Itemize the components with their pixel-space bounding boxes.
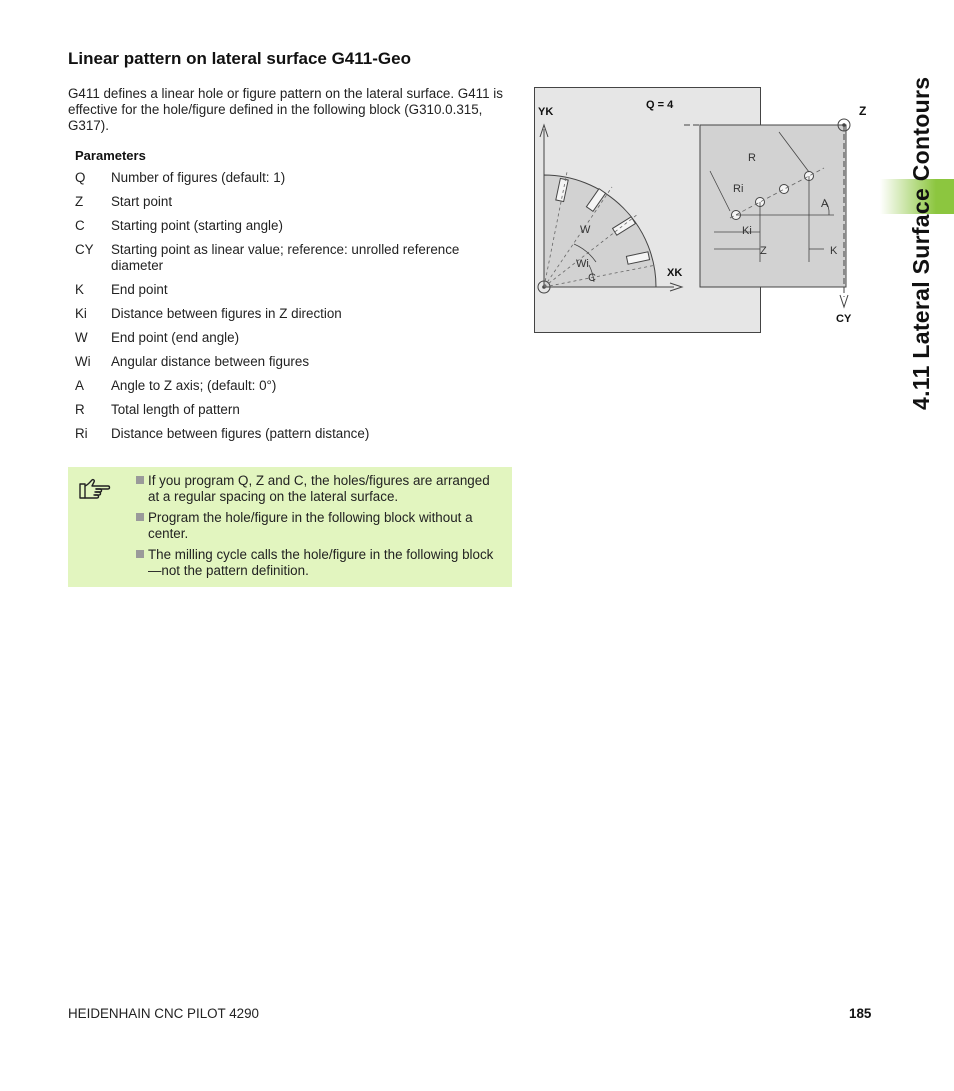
parameter-row xyxy=(75,378,515,394)
parameter-description: End point xyxy=(111,282,168,297)
parameter-row xyxy=(75,402,515,418)
label-ri: Ri xyxy=(733,183,744,195)
label-ki: Ki xyxy=(742,225,752,237)
parameter-key: CY xyxy=(75,242,94,257)
parameter-description: Starting point as linear value; reference: unrolled reference diameter xyxy=(111,242,460,273)
side-title-text: 4.11 Lateral Surface Contours xyxy=(908,76,934,410)
label-r: R xyxy=(748,152,756,164)
footer-product: HEIDENHAIN CNC PILOT 4290 xyxy=(68,1006,259,1021)
parameter-description: Start point xyxy=(111,194,173,209)
parameter-list xyxy=(75,170,515,442)
parameter-row xyxy=(75,354,515,370)
label-xk: XK xyxy=(667,267,683,279)
parameter-row xyxy=(75,306,515,322)
label-z-dim: Z xyxy=(760,245,767,257)
pointing-hand-icon xyxy=(78,476,112,502)
label-z-axis: Z xyxy=(859,104,867,118)
parameter-key: Wi xyxy=(75,354,91,369)
parameter-key: A xyxy=(75,378,84,393)
parameter-description: Angle to Z axis; (default: 0°) xyxy=(111,378,277,393)
label-cy: CY xyxy=(836,313,852,325)
label-w: W xyxy=(580,224,591,236)
label-q: Q = 4 xyxy=(646,99,674,111)
parameter-description: Distance between figures (pattern distance) xyxy=(111,426,370,441)
note-list xyxy=(134,473,504,584)
parameters-title: Parameters xyxy=(75,148,146,163)
label-yk: YK xyxy=(538,106,554,118)
parameter-row xyxy=(75,426,515,442)
parameter-key: Z xyxy=(75,194,84,209)
label-a: A xyxy=(821,198,829,210)
note-item: The milling cycle calls the hole/figure in the following block—not the pattern definition. xyxy=(134,547,504,579)
footer-page-number: 185 xyxy=(849,1006,872,1021)
parameter-description: Total length of pattern xyxy=(111,402,240,417)
parameter-description: End point (end angle) xyxy=(111,330,240,345)
parameter-key: W xyxy=(75,330,88,345)
pattern-diagram xyxy=(534,87,867,333)
section-heading: Linear pattern on lateral surface G411-Geo xyxy=(68,49,411,68)
note-item: If you program Q, Z and C, the holes/figures are arranged at a regular spacing on the lateral surface. xyxy=(134,473,504,505)
parameter-description: Starting point (starting angle) xyxy=(111,218,283,233)
label-c: C xyxy=(588,272,596,284)
parameter-row xyxy=(75,218,515,234)
parameter-row xyxy=(75,194,515,210)
parameter-description: Distance between figures in Z direction xyxy=(111,306,342,321)
parameter-key: Ri xyxy=(75,426,88,441)
parameter-description: Number of figures (default: 1) xyxy=(111,170,286,185)
label-wi: Wi xyxy=(576,258,589,270)
parameter-key: C xyxy=(75,218,85,233)
label-k: K xyxy=(830,245,838,257)
intro-paragraph: G411 defines a linear hole or figure pattern on the lateral surface. G411 is effective for the hole/figure defined in the following block (G310.0.315, G317). xyxy=(68,86,503,133)
note-box xyxy=(68,467,512,587)
parameter-row xyxy=(75,170,515,186)
parameter-row xyxy=(75,330,515,346)
note-item: Program the hole/figure in the following block without a center. xyxy=(134,510,504,542)
parameter-row xyxy=(75,282,515,298)
side-tab xyxy=(936,179,954,214)
parameter-key: K xyxy=(75,282,84,297)
parameter-description: Angular distance between figures xyxy=(111,354,310,369)
parameter-key: Ki xyxy=(75,306,87,321)
parameter-key: Q xyxy=(75,170,86,185)
parameter-row xyxy=(75,242,515,274)
parameter-key: R xyxy=(75,402,85,417)
